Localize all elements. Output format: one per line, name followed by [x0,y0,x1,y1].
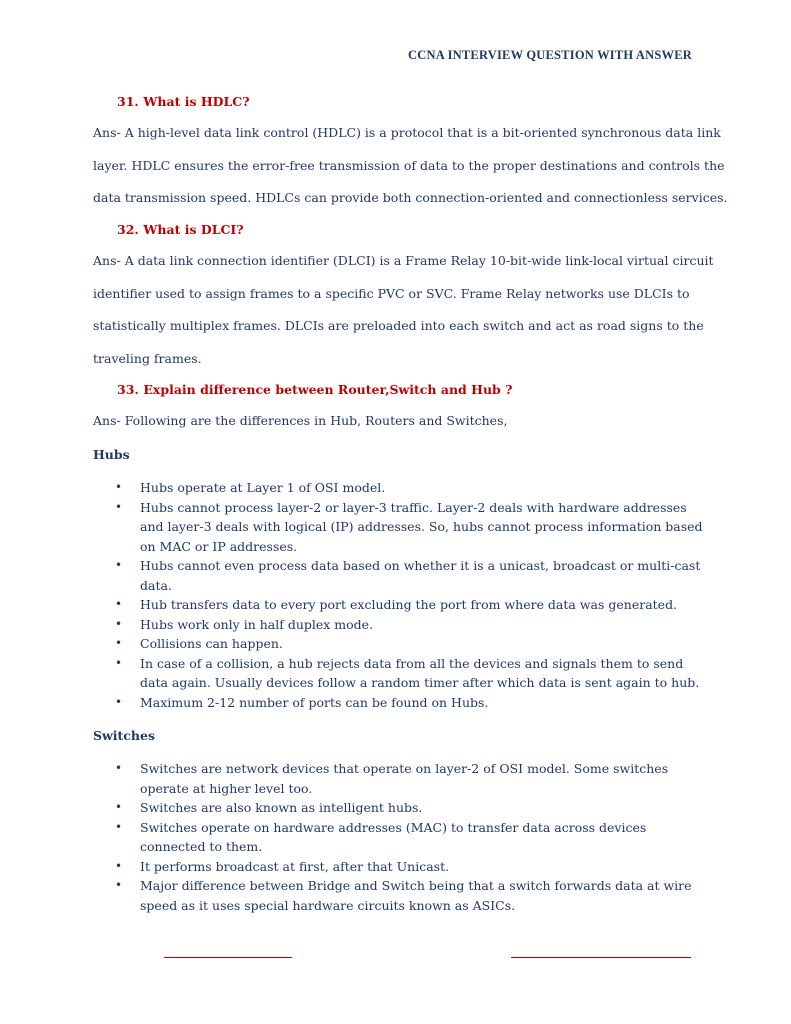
question-31 [117,94,250,109]
answer-line: layer. HDLC ensures the error-free transmission of data to the proper destinations and controls the [93,157,725,173]
list-item: • Collisions can happen. [115,634,705,654]
bullet-icon: • [115,858,123,873]
switches-list [115,759,705,915]
list-item: • Hubs operate at Layer 1 of OSI model. [115,478,705,498]
question-number: 33. [117,382,139,397]
bullet-icon: • [115,800,123,814]
list-item: • Switches operate on hardware addresses (MAC) to transfer data across devices connected to them. [115,819,647,854]
question-32 [117,222,244,237]
question-33 [117,382,512,397]
answer-line: traveling frames. [93,350,202,366]
hubs-list [115,478,705,712]
bullet-icon: • [115,499,123,514]
switches-heading: Switches [93,728,155,743]
bullet-icon: • [115,558,123,572]
page-header: CCNA INTERVIEW QUESTION WITH ANSWER [408,48,692,62]
footer-rule-right [511,957,691,958]
question-number: 32. [117,222,139,237]
list-item: • It performs broadcast at first, after that Unicast. [115,857,705,877]
question-text: Explain difference between Router,Switch and Hub ? [143,382,513,397]
question-text: What is HDLC? [143,94,250,109]
bullet-icon: • [115,819,123,834]
list-item: • Major difference between Bridge and Switch being that a switch forwards data at wire speed as it uses special hardware circuits known as ASICs. [115,878,692,913]
bullet-icon: • [115,878,123,892]
answer-line: identifier used to assign frames to a specific PVC or SVC. Frame Relay networks use DLCIs to [93,285,690,301]
bullet-icon: • [115,655,123,670]
list-item: • In case of a collision, a hub rejects data from all the devices and signals them to send data again. Usually devices follow a random timer after which data is sent again to hub. [115,655,700,690]
answer-line: Ans- Following are the differences in Hub, Routers and Switches, [93,413,508,428]
question-number: 31. [117,94,139,109]
answer-line: statistically multiplex frames. DLCIs are preloaded into each switch and act as road signs to the [93,318,704,333]
answer-line: Ans- A data link connection identifier (DLCI) is a Frame Relay 10-bit-wide link-local virtual circuit [93,253,714,268]
answer-32 [93,245,714,375]
list-item: • Switches are also known as intelligent hubs. [115,798,705,818]
bullet-icon: • [115,761,123,775]
bullet-icon: • [115,694,123,709]
question-text: What is DLCI? [143,222,244,237]
list-item: • Hubs work only in half duplex mode. [115,615,705,635]
list-item: • Hubs cannot even process data based on whether it is a unicast, broadcast or multi-cast data. [115,558,701,593]
bullet-icon: • [115,480,123,494]
answer-33-intro [93,405,703,438]
bullet-icon: • [115,616,123,631]
list-item: • Hubs cannot process layer-2 or layer-3 traffic. Layer-2 deals with hardware addresses and layer-3 deals with logical (IP) addresses. So, hubs cannot process information based on MAC or IP addresses. [115,499,703,554]
list-item: • Hub transfers data to every port excluding the port from where data was generated. [115,595,705,615]
answer-line: data transmission speed. HDLCs can provide both connection-oriented and connectionless services. [93,190,728,205]
list-item: • Switches are network devices that operate on layer-2 of OSI model. Some switches operate at higher level too. [115,761,669,796]
bullet-icon: • [115,597,123,611]
bullet-icon: • [115,636,123,650]
answer-31 [93,117,728,215]
footer-rule-left [164,957,292,958]
answer-line: Ans- A high-level data link control (HDLC) is a protocol that is a bit-oriented synchronous data link [93,125,721,140]
list-item: • Maximum 2-12 number of ports can be found on Hubs. [115,693,705,713]
hubs-heading: Hubs [93,447,130,462]
